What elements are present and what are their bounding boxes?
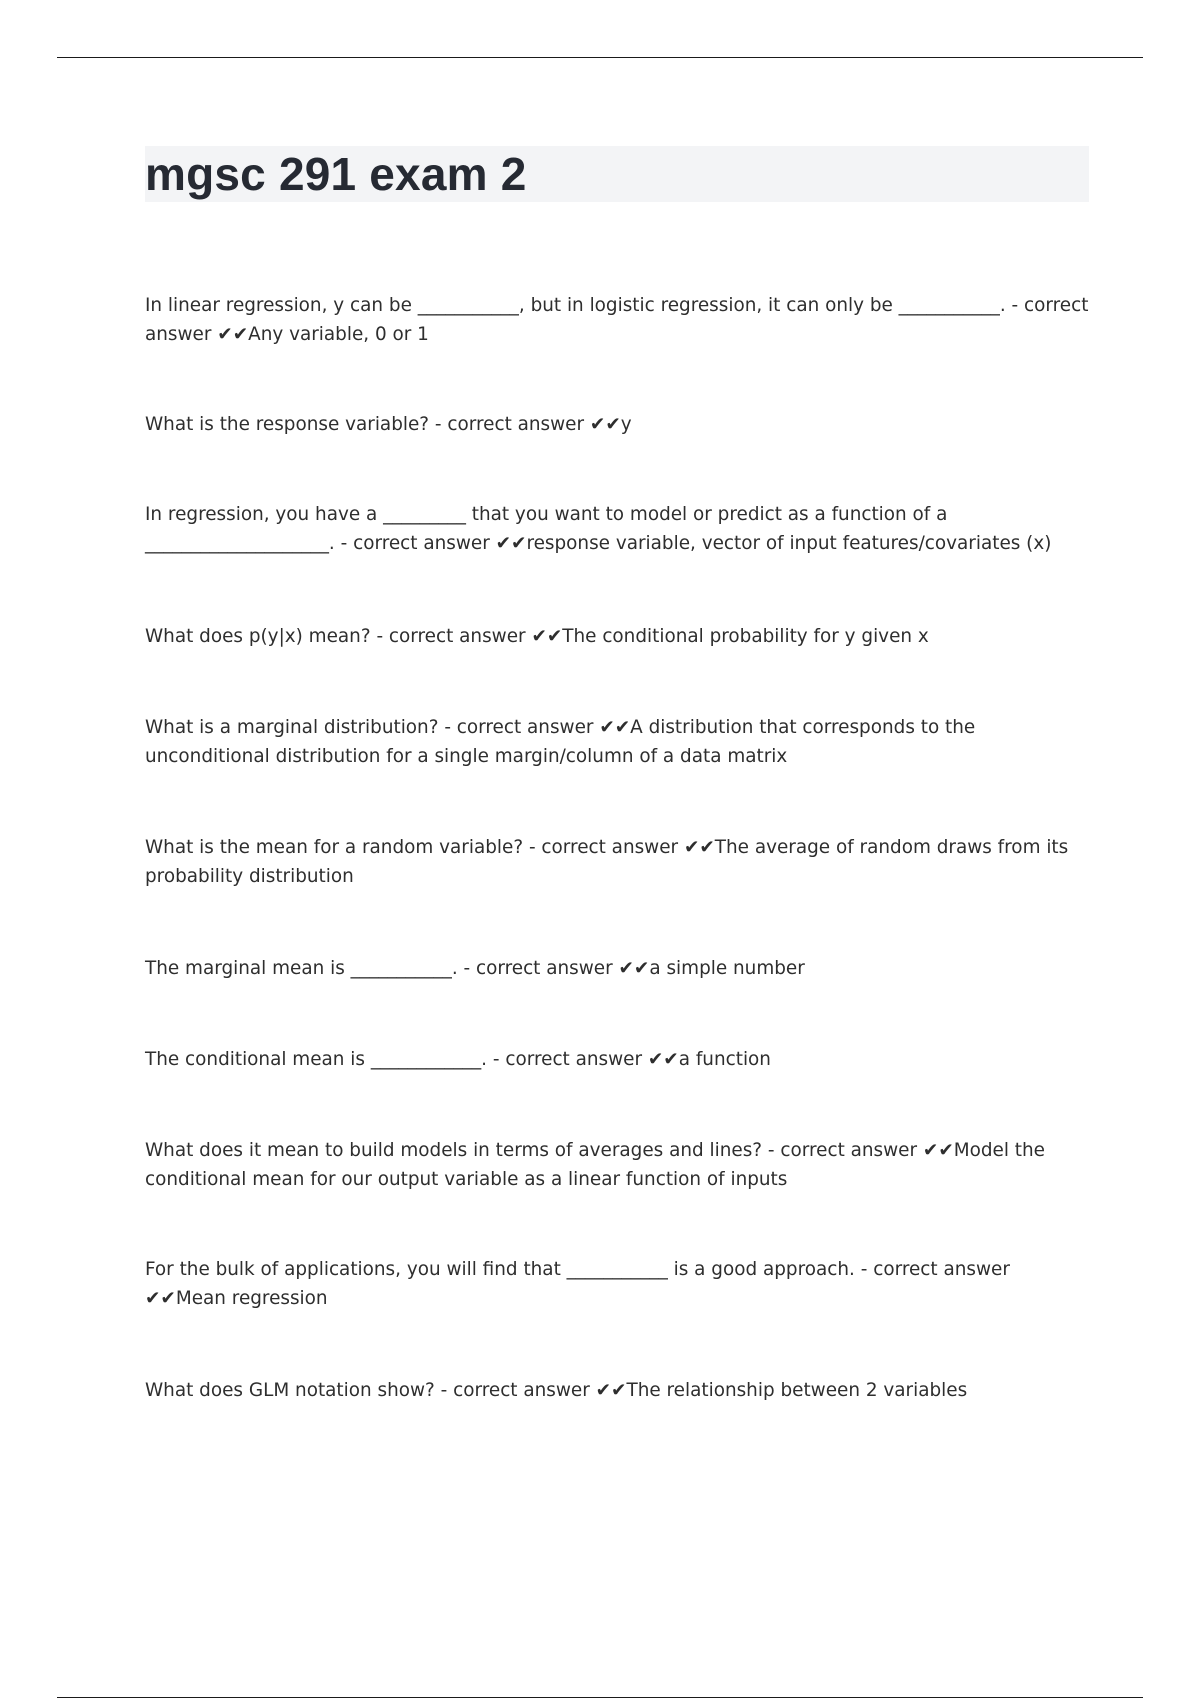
qa-item-7 [145, 954, 1090, 983]
question-text: The conditional mean is ____________. [145, 1049, 488, 1070]
question-text: What is the response variable? [145, 414, 430, 435]
answer-text: a function [678, 1049, 771, 1070]
qa-item-11 [145, 1376, 1090, 1405]
qa-item-4 [145, 622, 1090, 651]
answer-label: - correct answer [523, 837, 684, 858]
qa-item-9 [145, 1136, 1090, 1194]
answer-label: - correct answer [762, 1140, 923, 1161]
check-mark-icon: ✔✔ [647, 1049, 679, 1070]
check-mark-icon: ✔✔ [618, 958, 650, 979]
bottom-rule [57, 1697, 1143, 1698]
answer-text: y [620, 414, 632, 435]
check-mark-icon: ✔✔ [599, 717, 631, 738]
answer-label: - correct answer [457, 958, 619, 979]
question-text: What does GLM notation show? [145, 1380, 435, 1401]
answer-text: The relationship between 2 variables [626, 1380, 968, 1401]
question-text: What does p(y|x) mean? [145, 626, 371, 647]
answer-text: Mean regression [175, 1288, 328, 1309]
check-mark-icon: ✔✔ [589, 414, 621, 435]
answer-label: - correct answer [854, 1259, 1010, 1280]
top-rule [57, 57, 1143, 58]
question-text: The marginal mean is ___________. [145, 958, 458, 979]
answer-label: - correct answer [438, 717, 600, 738]
question-text: What is the mean for a random variable? [145, 837, 524, 858]
check-mark-icon: ✔✔ [922, 1140, 954, 1161]
question-text: In regression, you have a _________ that you want to model or predict as a function of a ____________________. [145, 504, 948, 554]
answer-text: The conditional probability for y given x [562, 626, 929, 647]
check-mark-icon: ✔✔ [217, 324, 249, 345]
answer-label: - correct answer [434, 1380, 596, 1401]
question-text: For the bulk of applications, you will find that ___________ is a good approach. [145, 1259, 855, 1280]
answer-text: Model the conditional mean for our output variable as a linear function of inputs [145, 1140, 1045, 1190]
answer-label: - correct answer [145, 295, 1089, 345]
qa-item-6 [145, 833, 1090, 891]
question-text: What does it mean to build models in terms of averages and lines? [145, 1140, 763, 1161]
qa-item-10 [145, 1255, 1090, 1313]
answer-text: Any variable, 0 or 1 [248, 324, 429, 345]
qa-item-8 [145, 1045, 1090, 1074]
answer-label: - correct answer [429, 414, 590, 435]
answer-label: - correct answer [370, 626, 532, 647]
answer-text: response variable, vector of input features/covariates (x) [526, 533, 1052, 554]
answer-text: The average of random draws from its probability distribution [145, 837, 1069, 887]
answer-text: a simple number [649, 958, 805, 979]
qa-item-3 [145, 500, 1090, 558]
check-mark-icon: ✔✔ [595, 1380, 627, 1401]
question-text: In linear regression, y can be ___________, but in logistic regression, it can only be ___________. [145, 295, 1006, 316]
answer-label: - correct answer [487, 1049, 648, 1070]
answer-label: - correct answer [334, 533, 496, 554]
page-title: mgsc 291 exam 2 [145, 148, 527, 200]
answer-text: A distribution that corresponds to the unconditional distribution for a single margin/column of a data matrix [145, 717, 976, 767]
question-text: What is a marginal distribution? [145, 717, 439, 738]
check-mark-icon: ✔✔ [145, 1288, 176, 1309]
qa-item-2 [145, 410, 1090, 439]
check-mark-icon: ✔✔ [531, 626, 563, 647]
check-mark-icon: ✔✔ [683, 837, 715, 858]
qa-item-1 [145, 291, 1090, 349]
qa-item-5 [145, 713, 1090, 771]
check-mark-icon: ✔✔ [495, 533, 527, 554]
